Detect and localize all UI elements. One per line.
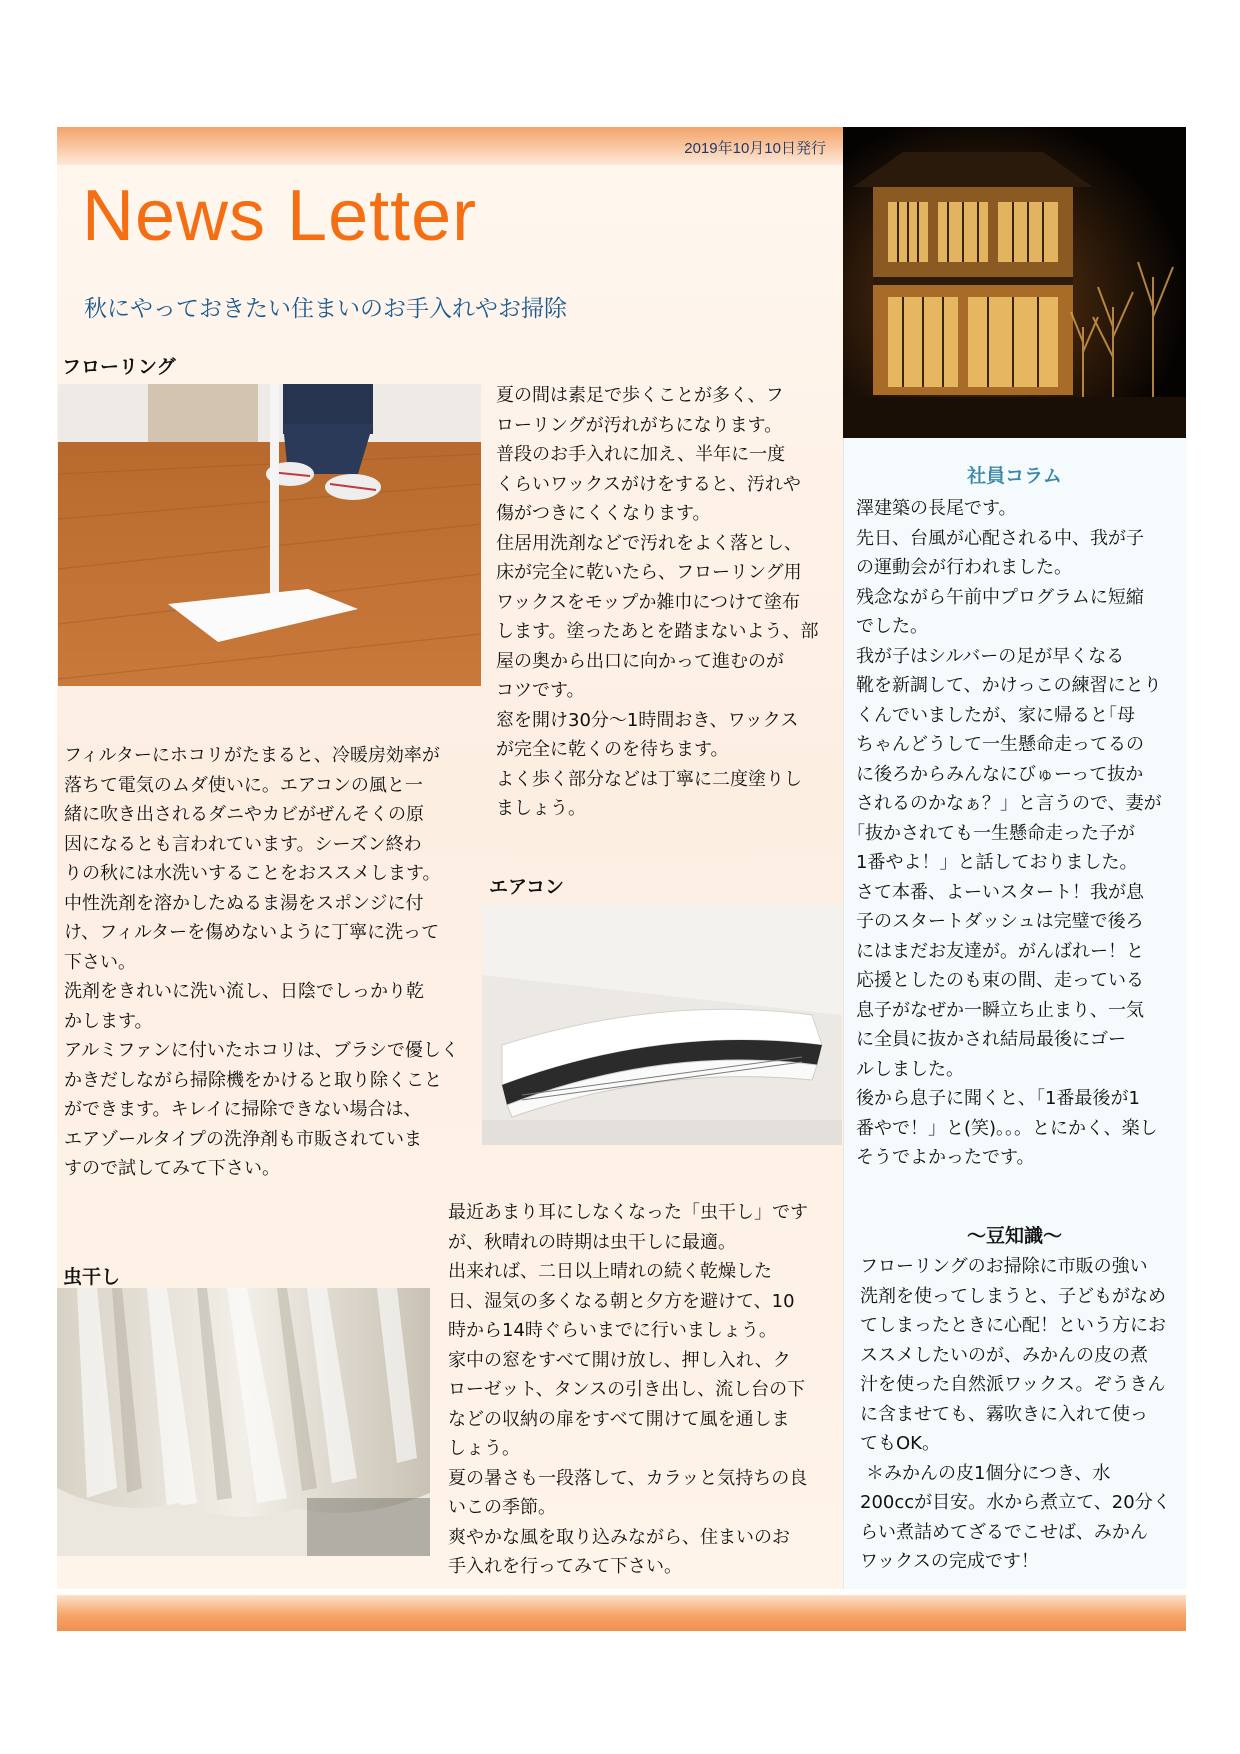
text-line: よく歩く部分などは丁寧に二度塗りし bbox=[496, 768, 802, 790]
text-line: ワックスをモップか雑巾につけて塗布 bbox=[496, 591, 801, 613]
text-line: 中性洗剤を溶かしたぬるま湯をスポンジに付 bbox=[64, 892, 424, 914]
text-line: 屋の奥から出口に向かって進むのが bbox=[496, 650, 784, 672]
curtain-window-photo bbox=[57, 1288, 430, 1556]
text-line: 緒に吹き出されるダニやカビがぜんそくの原 bbox=[64, 804, 424, 825]
text-line: エアゾールタイプの洗浄剤も市販されていま bbox=[64, 1128, 423, 1150]
flooring-text bbox=[496, 381, 836, 824]
aircon-heading: エアコン bbox=[489, 876, 565, 898]
text-line: 我が子はシルバーの足が早くなる bbox=[856, 645, 1125, 667]
text-line: 番やで！」と(笑)。。。とにかく、楽し bbox=[856, 1117, 1158, 1139]
text-line: 洗剤を使ってしまうと、子どもがなめ bbox=[860, 1285, 1166, 1307]
text-line: 汁を使った自然派ワックス。ぞうきん bbox=[860, 1374, 1166, 1395]
text-line: 傷がつきにくくなります。 bbox=[496, 503, 711, 524]
aircon-photo bbox=[482, 905, 842, 1145]
text-line: が完全に乾くのを待ちます。 bbox=[496, 739, 729, 760]
text-line: ちゃんどうして一生懸命走ってるの bbox=[856, 734, 1144, 755]
text-line: が、秋晴れの時期は虫干しに最適。 bbox=[448, 1231, 736, 1253]
text-line: ローリングが汚れがちになります。 bbox=[496, 414, 783, 436]
text-line: 出来れば、二日以上晴れの続く乾燥した bbox=[448, 1261, 772, 1282]
mushiboshi-heading: 虫干し bbox=[63, 1266, 121, 1288]
text-line: アルミファンに付いたホコリは、ブラシで優しく bbox=[64, 1040, 459, 1061]
text-line: そうでよかったです。 bbox=[856, 1147, 1035, 1168]
flooring-heading: フローリング bbox=[62, 356, 176, 378]
text-line: しょう。 bbox=[448, 1438, 520, 1459]
flooring-mop-photo bbox=[58, 384, 481, 686]
text-line: 後から息子に聞くと、｢1番最後が1 bbox=[856, 1088, 1140, 1109]
text-line: 下さい。 bbox=[64, 951, 136, 973]
text-line: くんでいましたが、家に帰ると｢母 bbox=[856, 704, 1135, 726]
text-line: 家中の窓をすべて開け放し、押し入れ、ク bbox=[448, 1349, 791, 1371]
newsletter-subtitle: 秋にやっておきたい住まいのお手入れやお掃除 bbox=[84, 296, 567, 322]
text-line: フローリングのお掃除に市販の強い bbox=[860, 1256, 1148, 1277]
text-line: 夏の暑さも一段落して、カラッと気持ちの良 bbox=[448, 1467, 808, 1489]
text-line: てもOK。 bbox=[860, 1433, 940, 1454]
text-line: ｢抜かされても一生懸命走った子が bbox=[856, 822, 1135, 844]
bottom-orange-band bbox=[57, 1595, 1186, 1631]
issue-date: 2019年10月10日発行 bbox=[684, 140, 826, 157]
house-night-photo bbox=[843, 127, 1186, 438]
trivia-text bbox=[860, 1252, 1182, 1577]
text-line: ましょう。 bbox=[496, 798, 586, 819]
text-line: の運動会が行われました。 bbox=[856, 557, 1072, 578]
text-line: されるのかなぁ？」と言うので、妻が bbox=[856, 793, 1162, 814]
text-line: りの秋には水洗いすることをおススメします。 bbox=[64, 863, 441, 884]
text-line: 息子がなぜか一瞬立ち止まり、一気 bbox=[856, 999, 1144, 1021]
text-line: 応援としたのも束の間、走っている bbox=[856, 970, 1144, 991]
text-line: ワックスの完成です！ bbox=[860, 1551, 1039, 1572]
text-line: くらいワックスがけをすると、汚れや bbox=[496, 473, 801, 495]
text-line: 床が完全に乾いたら、フローリング用 bbox=[496, 562, 802, 583]
text-line: け、フィルターを傷めないように丁寧に洗って bbox=[64, 922, 440, 943]
text-line: 先日、台風が心配される中、我が子 bbox=[856, 527, 1144, 549]
mushiboshi-text bbox=[448, 1198, 838, 1582]
text-line: かします。 bbox=[64, 1010, 153, 1032]
text-line: 残念ながら午前中プログラムに短縮 bbox=[856, 586, 1144, 608]
text-line: 爽やかな風を取り込みながら、住まいのお bbox=[448, 1526, 790, 1548]
text-line: 子のスタートダッシュは完璧で後ろ bbox=[856, 911, 1144, 932]
aircon-text bbox=[64, 741, 474, 1184]
text-line: にはまだお友達が。がんばれー！と bbox=[856, 940, 1144, 962]
text-line: いこの季節。 bbox=[448, 1497, 556, 1518]
text-line: 夏の間は素足で歩くことが多く、フ bbox=[496, 385, 784, 406]
text-line: ＊みかんの皮1個分につき、水 bbox=[866, 1462, 1111, 1484]
text-line: 洗剤をきれいに洗い流し、日陰でしっかり乾 bbox=[64, 981, 424, 1002]
text-line: 最近あまり耳にしなくなった「虫干し」です bbox=[448, 1202, 808, 1223]
text-line: フィルターにホコリがたまると、冷暖房効率が bbox=[64, 745, 440, 766]
text-line: すので試してみて下さい。 bbox=[64, 1158, 280, 1179]
text-line: 窓を開け30分～1時間おき、ワックス bbox=[496, 709, 799, 731]
text-line: らい煮詰めてざるでこせば、みかん bbox=[860, 1521, 1148, 1543]
text-line: でした。 bbox=[856, 616, 928, 637]
text-line: ルしました。 bbox=[856, 1058, 964, 1080]
text-line: 200ccが目安。水から煮立て、20分く bbox=[860, 1492, 1171, 1513]
text-line: などの収納の扉をすべて開けて風を通しま bbox=[448, 1408, 790, 1430]
text-line: 澤建築の長尾です。 bbox=[856, 498, 1017, 519]
text-line: 1番やよ！」と話しておりました。 bbox=[856, 852, 1138, 873]
text-line: さて本番、よーいスタート！我が息 bbox=[856, 881, 1144, 903]
text-line: ススメしたいのが、みかんの皮の煮 bbox=[860, 1344, 1148, 1366]
text-line: 手入れを行ってみて下さい。 bbox=[448, 1556, 682, 1577]
text-line: します。塗ったあとを踏まないよう、部 bbox=[496, 621, 819, 642]
trivia-heading: ～豆知識～ bbox=[966, 1225, 1062, 1247]
text-line: 住居用洗剤などで汚れをよく落とし、 bbox=[496, 532, 802, 554]
text-line: に全員に抜かされ結局最後にゴー bbox=[856, 1029, 1126, 1050]
text-line: に含ませても、霧吹きに入れて使っ bbox=[860, 1403, 1148, 1425]
text-line: ローゼット、タンスの引き出し、流し台の下 bbox=[448, 1379, 806, 1400]
text-line: 靴を新調して、かけっこの練習にとり bbox=[856, 675, 1162, 696]
newsletter-title: News Letter bbox=[82, 176, 478, 256]
text-line: 因になるとも言われています。シーズン終わ bbox=[64, 833, 422, 855]
text-line: てしまったときに心配！という方にお bbox=[860, 1315, 1166, 1336]
text-line: かきだしながら掃除機をかけると取り除くこと bbox=[64, 1069, 442, 1091]
text-line: コツです。 bbox=[496, 680, 585, 701]
text-line: 時から14時ぐらいまでに行いましょう。 bbox=[448, 1320, 777, 1341]
text-line: 普段のお手入れに加え、半年に一度 bbox=[496, 444, 786, 465]
staff-column-heading: 社員コラム bbox=[967, 465, 1062, 487]
text-line: に後ろからみんなにびゅーって抜か bbox=[856, 763, 1144, 785]
text-line: ができます。キレイに掃除できない場合は、 bbox=[64, 1099, 422, 1120]
text-line: 日、湿気の多くなる朝と夕方を避けて、10 bbox=[448, 1290, 795, 1312]
text-line: 落ちて電気のムダ使いに。エアコンの風と一 bbox=[64, 774, 423, 796]
staff-column-text bbox=[856, 494, 1182, 1173]
